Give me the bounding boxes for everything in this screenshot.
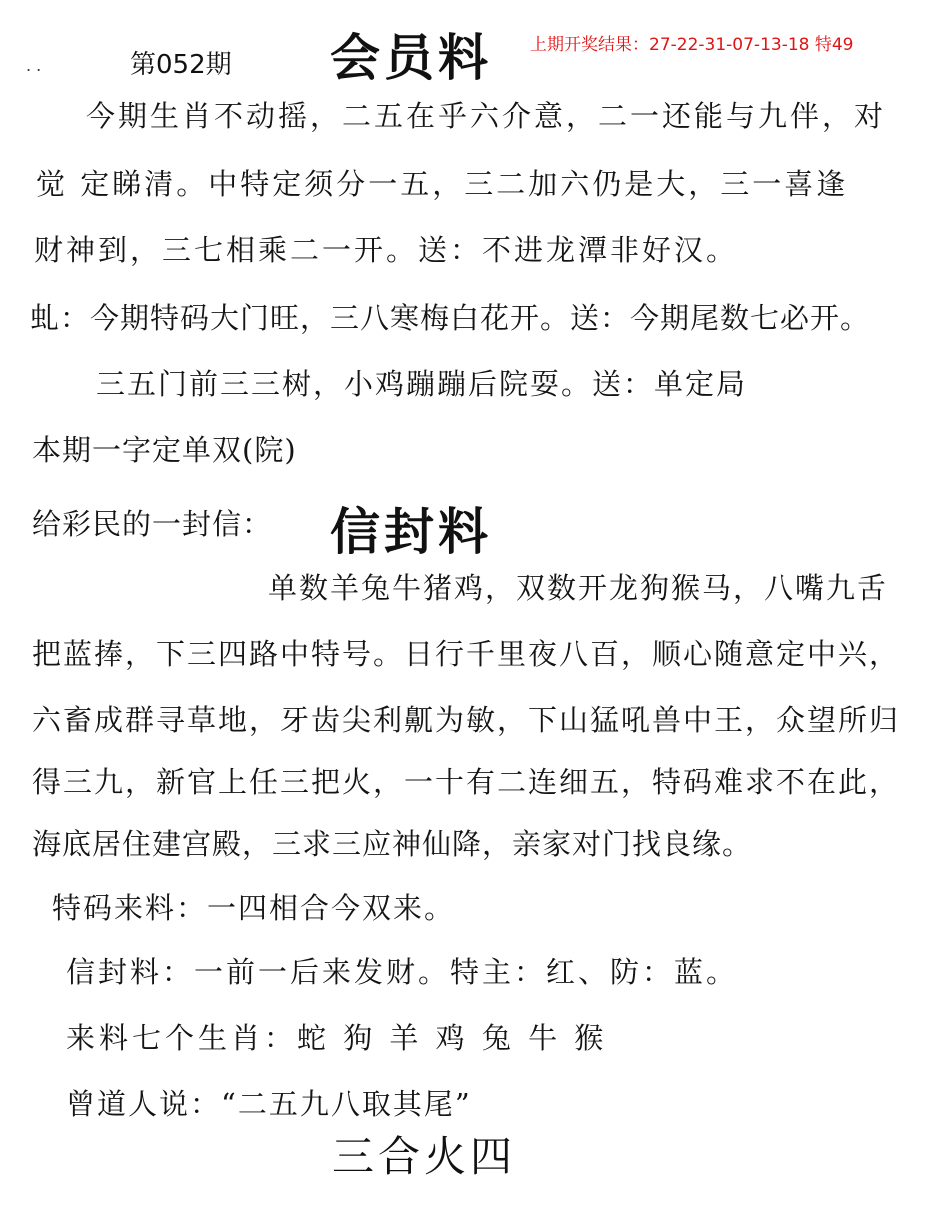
- summary-line-2: 信封料：一前一后来发财。特主：红、防：蓝。: [66, 955, 739, 989]
- corner-marks: . .: [26, 56, 42, 75]
- letter-line-1: 单数羊兔牛猪鸡，双数开龙狗猴马，八嘴九舌: [268, 571, 889, 605]
- last-result-text: 上期开奖结果：27-22-31-07-13-18 特49: [530, 35, 854, 55]
- odd-even-line: 本期一字定单双(院): [32, 433, 297, 467]
- member-line-2: 觉 定睇清。中特定须分一五，三二加六仍是大，三一喜逢: [36, 167, 849, 201]
- member-line-5: 三五门前三三树，小鸡蹦蹦后院耍。送：单定局: [96, 367, 748, 401]
- letter-line-2: 把蓝捧，下三四路中特号。日行千里夜八百，顺心随意定中兴，: [32, 637, 901, 671]
- letter-line-4: 得三九，新官上任三把火，一十有二连细五，特码难求不在此，: [32, 765, 901, 799]
- summary-line-1: 特码来料：一四相合今双来。: [52, 891, 456, 925]
- page-title: 会员料: [330, 28, 492, 87]
- member-line-1: 今期生肖不动摇，二五在乎六介意，二一还能与九伴，对: [86, 99, 887, 133]
- member-line-3: 财神到，三七相乘二一开。送：不进龙潭非好汉。: [34, 233, 739, 267]
- summary-line-4: 曾道人说：“二五九八取其尾”: [66, 1087, 472, 1121]
- letter-intro: 给彩民的一封信：: [32, 507, 273, 541]
- letter-line-5: 海底居住建宫殿，三求三应神仙降，亲家对门找良缘。: [32, 827, 753, 861]
- member-line-4: 虬：今期特码大门旺，三八寒梅白花开。送：今期尾数七必开。: [30, 301, 871, 335]
- letter-line-3: 六畜成群寻草地，牙齿尖利鼿为敏，下山猛吼兽中王，众望所归: [32, 703, 901, 737]
- issue-number: 第052期: [130, 50, 232, 80]
- footer-title: 三合火四: [332, 1132, 517, 1181]
- summary-line-3: 来料七个生肖：蛇 狗 羊 鸡 兔 牛 猴: [66, 1021, 608, 1055]
- letter-title: 信封料: [330, 502, 492, 561]
